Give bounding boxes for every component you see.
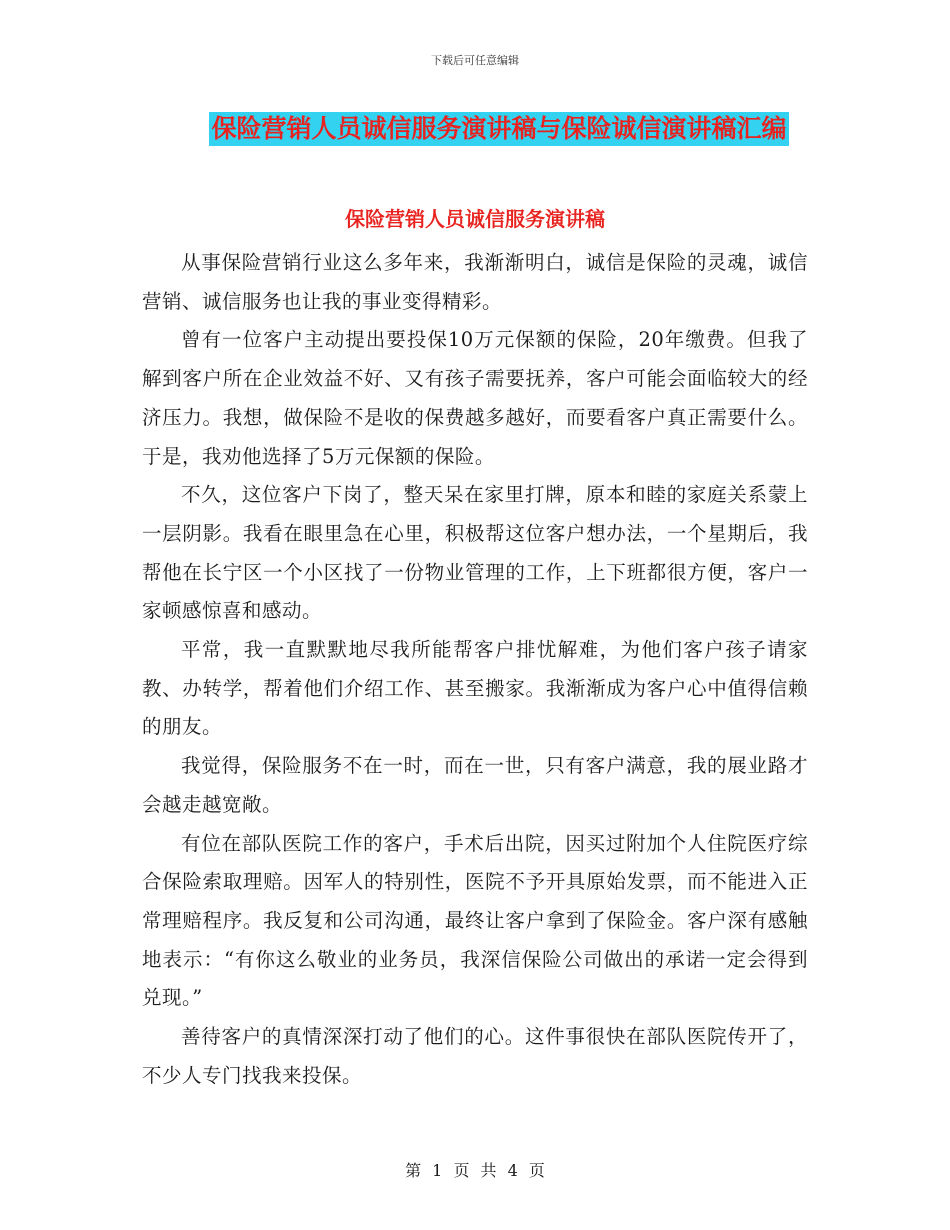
paragraph: 平常，我一直默默地尽我所能帮客户排忧解难，为他们客户孩子请家教、办转学，帮着他们介绍工作、甚至搬家。我渐渐成为客户心中值得信赖的朋友。 [142, 638, 808, 739]
paragraph: 从事保险营销行业这么多年来，我渐渐明白，诚信是保险的灵魂，诚信营销、诚信服务也让我的事业变得精彩。 [142, 251, 808, 313]
paragraph: 我觉得，保险服务不在一时，而在一世，只有客户满意，我的展业路才会越走越宽敞。 [142, 754, 808, 816]
paragraph: 有位在部队医院工作的客户，手术后出院，因买过附加个人住院医疗综合保险索取理赔。因军人的特别性，医院不予开具原始发票，而不能进入正常理赔程序。我反复和公司沟通，最终让客户拿到了保险金。客户深有感触地表示：“有你这么敬业的业务员，我深信保险公司做出的承诺一定会得到兑现。” [142, 831, 808, 1010]
main-title: 保险营销人员诚信服务演讲稿与保险诚信演讲稿汇编 [209, 112, 788, 146]
paragraph: 不久，这位客户下岗了，整天呆在家里打牌，原本和睦的家庭关系蒙上一层阴影。我看在眼里急在心里，积极帮这位客户想办法，一个星期后，我帮他在长宁区一个小区找了一份物业管理的工作，上下班都很方便，客户一家顿感惊喜和感动。 [142, 483, 808, 623]
paragraph: 善待客户的真情深深打动了他们的心。这件事很快在部队医院传开了，不少人专门找我来投保。 [142, 1025, 808, 1087]
page-number: 第 1 页 共 4 页 [405, 1161, 545, 1180]
header-note: 下载后可任意编辑 [431, 54, 519, 67]
body-text [142, 244, 808, 1095]
paragraph: 曾有一位客户主动提出要投保10万元保额的保险，20年缴费。但我了解到客户所在企业效益不好、又有孩子需要抚养，客户可能会面临较大的经济压力。我想，做保险不是收的保费越多越好，而要看客户真正需要什么。于是，我劝他选择了5万元保额的保险。 [142, 328, 808, 468]
section-title: 保险营销人员诚信服务演讲稿 [345, 207, 605, 231]
main-title-container [0, 112, 950, 146]
